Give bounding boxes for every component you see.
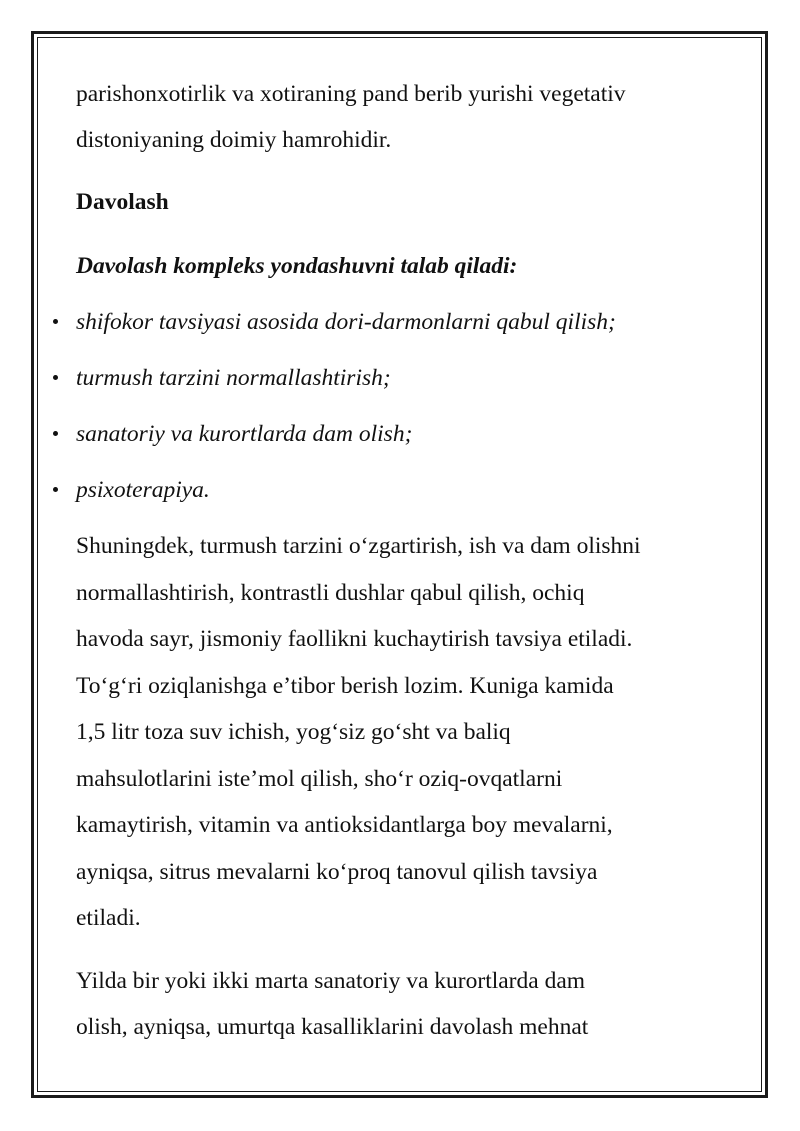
list-item-text: psixoterapiya. [76, 477, 210, 503]
recommendation-paragraph [76, 523, 736, 942]
bullet-icon [53, 375, 58, 380]
page-content [76, 71, 736, 1050]
bullet-icon [53, 319, 58, 324]
list-item [76, 299, 736, 345]
section-heading: Davolash [76, 189, 169, 215]
paragraph-line: kamaytirish, vitamin va antioksidantlarga boy mevalarni, [76, 812, 613, 838]
intro-paragraph [76, 71, 736, 163]
sanatorium-paragraph [76, 958, 736, 1050]
intro-line: parishonxotirlik va xotiraning pand berib yurishi vegetativ [76, 81, 626, 107]
paragraph-line: Yilda bir yoki ikki marta sanatoriy va kurortlarda dam [76, 967, 586, 994]
paragraph-line: Shuningdek, turmush tarzini o‘zgartirish, ish va dam olishni [76, 533, 641, 559]
bullet-icon [53, 431, 58, 436]
paragraph-line: etiladi. [76, 905, 141, 931]
list-item [76, 355, 736, 401]
paragraph-line: ayniqsa, sitrus mevalarni ko‘proq tanovul qilish tavsiya [76, 858, 598, 885]
list-item [76, 411, 736, 457]
paragraph-line: To‘g‘ri oziqlanishga e’tibor berish lozim. Kuniga kamida [76, 672, 614, 699]
paragraph-line: normallashtirish, kontrastli dushlar qabul qilish, ochiq [76, 579, 585, 606]
paragraph-line: havoda sayr, jismoniy faollikni kuchaytirish tavsiya etiladi. [76, 626, 633, 652]
list-item-text: shifokor tavsiyasi asosida dori-darmonlarni qabul qilish; [76, 309, 616, 335]
list-item-text: sanatoriy va kurortlarda dam olish; [76, 421, 413, 447]
treatment-list [76, 299, 736, 513]
list-item-text: turmush tarzini normallashtirish; [76, 365, 391, 391]
intro-line: distoniyaning doimiy hamrohidir. [76, 127, 392, 153]
list-item [76, 467, 736, 513]
bullet-icon [53, 487, 58, 492]
paragraph-line: mahsulotlarini iste’mol qilish, sho‘r oziq-ovqatlarni [76, 765, 563, 792]
section-subheading: Davolash kompleks yondashuvni talab qiladi: [76, 253, 518, 279]
paragraph-line: 1,5 litr toza suv ichish, yog‘siz go‘sht va baliq [76, 719, 511, 745]
paragraph-line: olish, ayniqsa, umurtqa kasalliklarini davolash mehnat [76, 1013, 589, 1040]
